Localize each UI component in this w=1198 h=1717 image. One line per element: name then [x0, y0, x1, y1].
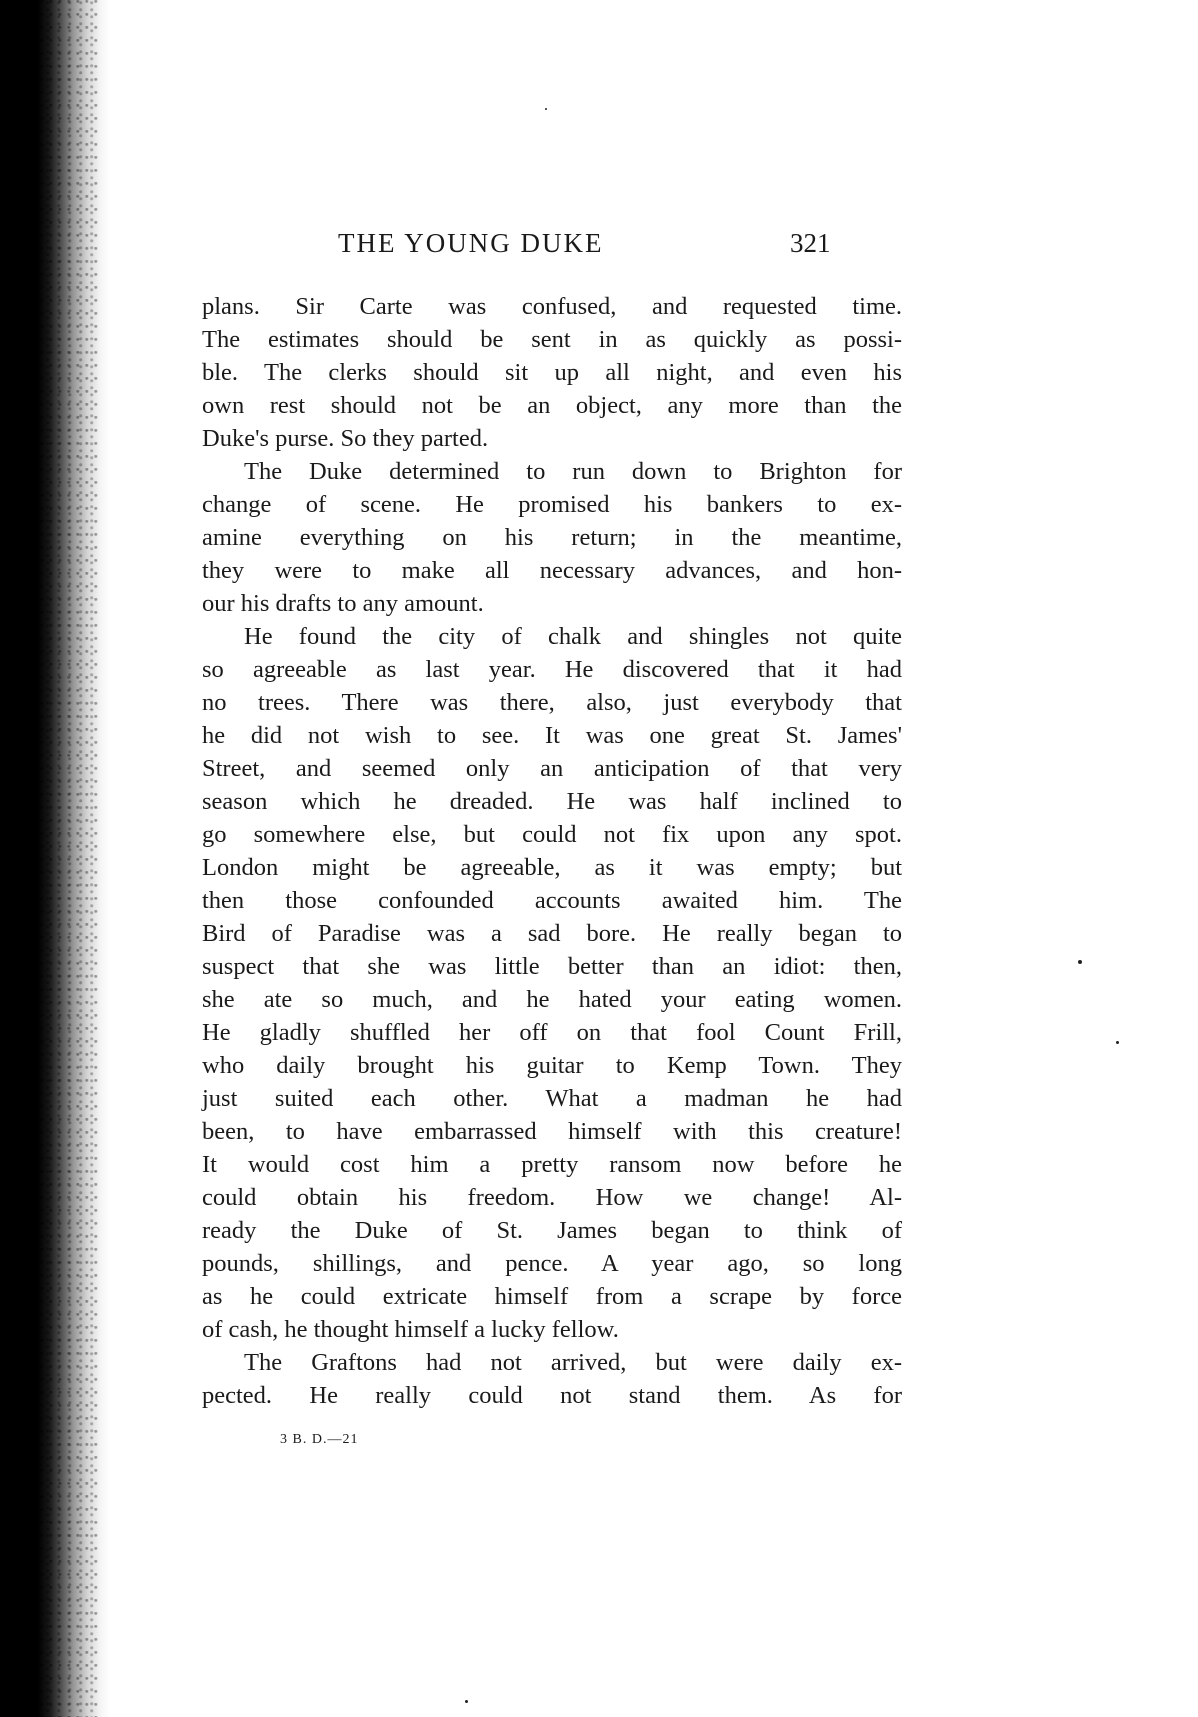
text-line: ready the Duke of St. James began to think of: [202, 1217, 902, 1244]
printer-signature-mark: 3 B. D.—21: [280, 1432, 359, 1447]
running-head: [200, 228, 900, 268]
text-line: Duke's purse. So they parted.: [202, 425, 489, 452]
text-line: just suited each other. What a madman he had: [202, 1085, 902, 1112]
text-line: It would cost him a pretty ransom now before he: [202, 1151, 902, 1178]
text-line: ble. The clerks should sit up all night, and even his: [202, 359, 902, 386]
text-line: season which he dreaded. He was half inclined to: [202, 788, 902, 815]
text-line: he did not wish to see. It was one great St. James': [202, 722, 902, 749]
scan-gutter-speckle: [40, 0, 100, 1717]
text-line: she ate so much, and he hated your eating women.: [202, 986, 902, 1013]
body-text: [202, 290, 902, 1412]
text-line: Street, and seemed only an anticipation of that very: [202, 755, 902, 782]
text-line: no trees. There was there, also, just everybody that: [202, 689, 902, 716]
text-line: own rest should not be an object, any more than the: [202, 392, 902, 419]
text-line: could obtain his freedom. How we change! Al-: [202, 1184, 902, 1211]
text-line: been, to have embarrassed himself with this creature!: [202, 1118, 902, 1145]
text-line: He found the city of chalk and shingles not quite: [244, 623, 902, 650]
text-line: suspect that she was little better than an idiot: then,: [202, 953, 902, 980]
text-line: go somewhere else, but could not fix upon any spot.: [202, 821, 902, 848]
text-line: The Duke determined to run down to Brighton for: [244, 458, 902, 485]
text-line: London might be agreeable, as it was empty; but: [202, 854, 902, 881]
text-line: The Graftons had not arrived, but were daily ex-: [244, 1349, 902, 1376]
text-line: The estimates should be sent in as quickly as possi-: [202, 326, 902, 353]
text-line: amine everything on his return; in the meantime,: [202, 524, 902, 551]
text-line: plans. Sir Carte was confused, and requested time.: [202, 293, 902, 320]
paragraph-4: [202, 1346, 902, 1412]
text-line: then those confounded accounts awaited him. The: [202, 887, 902, 914]
running-head-title: THE YOUNG DUKE: [338, 228, 604, 258]
text-line: pected. He really could not stand them. As for: [202, 1382, 902, 1409]
paragraph-1: [202, 290, 902, 455]
paragraph-3: [202, 620, 902, 1346]
paragraph-2: [202, 455, 902, 620]
text-line: so agreeable as last year. He discovered that it had: [202, 656, 902, 683]
text-line: as he could extricate himself from a scrape by force: [202, 1283, 902, 1310]
text-line: of cash, he thought himself a lucky fellow.: [202, 1316, 619, 1343]
text-line: our his drafts to any amount.: [202, 590, 484, 617]
text-line: Bird of Paradise was a sad bore. He really began to: [202, 920, 902, 947]
page-number: 321: [790, 228, 831, 258]
text-line: change of scene. He promised his bankers to ex-: [202, 491, 902, 518]
text-line: He gladly shuffled her off on that fool Count Frill,: [202, 1019, 902, 1046]
text-line: who daily brought his guitar to Kemp Town. They: [202, 1052, 902, 1079]
text-line: they were to make all necessary advances, and hon-: [202, 557, 902, 584]
text-line: pounds, shillings, and pence. A year ago, so long: [202, 1250, 902, 1277]
